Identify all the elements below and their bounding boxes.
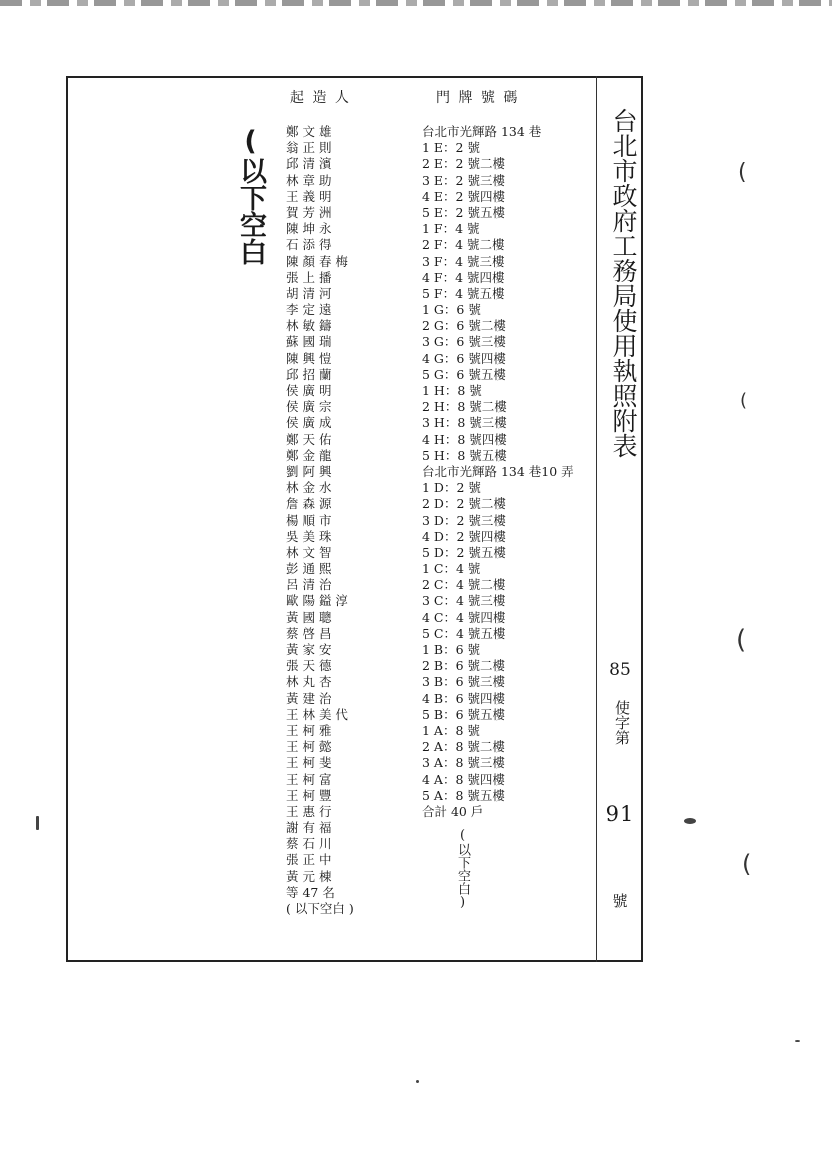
door-number-row: 4 B：6 號四樓: [422, 690, 506, 706]
applicant-row: 黃 建 治: [286, 690, 332, 706]
applicant-row: 蘇 國 瑞: [286, 334, 332, 350]
door-number-row: 合計 40 戶: [422, 803, 484, 819]
door-number-row: 1 E：2 號: [422, 140, 480, 156]
applicant-row: 蔡 石 川: [286, 836, 332, 852]
door-number-row: 3 D：2 號三樓: [422, 512, 506, 528]
door-number-row: 4 G：6 號四樓: [422, 350, 506, 366]
door-number-row: 2 B：6 號二樓: [422, 658, 506, 674]
scan-speck: [36, 816, 39, 830]
header-door-number: 門 牌 號 碼: [436, 90, 520, 106]
applicant-row: 王 柯 雅: [286, 722, 332, 738]
scan-speck: [416, 1080, 419, 1083]
applicant-row: 張 天 德: [286, 658, 332, 674]
scan-edge: [0, 0, 832, 6]
door-number-row: 4 H：8 號四樓: [422, 431, 507, 447]
page-title: 台北市政府工務局使用執照附表: [609, 108, 638, 458]
applicant-row: 李 定 遠: [286, 302, 332, 318]
scan-arc-mark: (: [742, 850, 752, 878]
applicant-row: 詹 森 源: [286, 496, 332, 512]
door-number-row: 2 C：4 號二樓: [422, 577, 506, 593]
door-number-row: 3 E：2 號三樓: [422, 172, 505, 188]
applicant-row: 彭 通 熙: [286, 561, 332, 577]
applicant-row: 王 柯 斐: [286, 755, 332, 771]
door-number-row: 5 F：4 號五樓: [422, 285, 505, 301]
applicant-row: 鄭 天 佑: [286, 431, 332, 447]
applicant-blank-note: ( 以下空白 ): [286, 901, 354, 916]
applicant-row: 林 敏 鑄: [286, 318, 332, 334]
scan-speck: [684, 818, 696, 824]
applicant-row: 王 義 明: [286, 188, 332, 204]
applicant-row: 侯 廣 宗: [286, 399, 332, 415]
door-number-row: 3 G：6 號三樓: [422, 334, 506, 350]
scan-arc-mark: (: [736, 625, 747, 655]
applicant-row: 謝 有 福: [286, 820, 332, 836]
door-number-row: 3 A：8 號三樓: [422, 755, 505, 771]
applicant-row: 邱 清 濱: [286, 156, 332, 172]
applicant-row: 翁 正 則: [286, 140, 332, 156]
door-number-row: 5 H：8 號五樓: [422, 447, 507, 463]
permit-year: 85: [609, 660, 631, 680]
door-number-row: 3 F：4 號三樓: [422, 253, 505, 269]
applicant-row: 劉 阿 興: [286, 463, 332, 479]
door-number-row: 1 B：6 號: [422, 642, 481, 657]
door-blank-note: (以下空白): [455, 828, 470, 910]
door-number-row: 1 D：2 號: [422, 480, 481, 496]
applicant-row: 王 惠 行: [286, 803, 332, 819]
applicant-row: 陳 顏 春 梅: [286, 253, 348, 269]
door-number-row: 1 F：4 號: [422, 221, 480, 237]
door-number-row: 2 A：8 號二樓: [422, 739, 505, 755]
door-number-row: 2 D：2 號二樓: [422, 496, 506, 512]
permit-number: 91: [605, 802, 635, 826]
door-number-row: 3 C：4 號三樓: [422, 593, 506, 609]
applicant-row: 林 文 智: [286, 544, 332, 560]
left-blank-note: (以下空白: [235, 126, 266, 265]
applicant-row: 王 柯 懿: [286, 739, 332, 755]
door-number-row: 3 B：6 號三樓: [422, 674, 506, 690]
applicant-row: 吳 美 珠: [286, 528, 332, 544]
door-number-row: 5 D：2 號五樓: [422, 544, 506, 560]
door-number-list: [422, 124, 597, 820]
applicant-row: 黃 國 聰: [286, 609, 332, 625]
applicant-row: 王 林 美 代: [286, 706, 348, 722]
applicant-row: 歐 陽 鎰 淳: [286, 593, 348, 609]
applicant-row: 陳 坤 永: [286, 221, 332, 237]
applicant-row: 楊 順 市: [286, 512, 332, 528]
door-number-row: 3 H：8 號三樓: [422, 415, 507, 431]
applicant-row: 鄭 文 雄: [286, 124, 332, 139]
applicant-row: 石 添 得: [286, 237, 332, 253]
applicant-row: 邱 招 蘭: [286, 366, 332, 382]
door-number-row: 1 G：6 號: [422, 302, 481, 318]
scan-arc-mark: (: [738, 160, 747, 185]
door-number-row: 2 G：6 號二樓: [422, 318, 506, 334]
applicant-row: 王 柯 豐: [286, 787, 332, 803]
applicant-row: 王 柯 富: [286, 771, 332, 787]
applicant-row: 林 丸 杏: [286, 674, 332, 690]
permit-prefix: 使字第: [613, 700, 631, 745]
door-number-row: 4 D：2 號四樓: [422, 528, 506, 544]
applicant-row: 侯 廣 明: [286, 383, 332, 398]
door-number-row: 5 C：4 號五樓: [422, 625, 506, 641]
applicant-row: 賀 芳 洲: [286, 204, 332, 220]
applicant-row: 張 正 中: [286, 852, 332, 868]
header-applicant: 起 造 人: [290, 90, 351, 106]
scan-speck: [795, 1040, 800, 1042]
permit-suffix: 號: [612, 892, 628, 910]
applicant-row: 林 章 助: [286, 172, 332, 188]
door-number-row: 台北市光輝路 134 巷: [422, 124, 542, 139]
door-number-row: 4 C：4 號四樓: [422, 609, 506, 625]
door-number-row: 2 H：8 號二樓: [422, 399, 507, 415]
door-number-row: 台北市光輝路 134 巷10 弄: [422, 463, 574, 479]
applicant-row: 林 金 水: [286, 480, 332, 496]
door-number-row: 2 E：2 號二樓: [422, 156, 505, 172]
applicant-row: 鄭 金 龍: [286, 447, 332, 463]
door-number-row: 5 G：6 號五樓: [422, 366, 506, 382]
door-number-row: 1 H：8 號: [422, 383, 482, 398]
door-number-row: 5 A：8 號五樓: [422, 787, 505, 803]
door-number-row: 1 C：4 號: [422, 561, 481, 577]
door-number-row: 1 A：8 號: [422, 722, 480, 738]
door-number-row: 4 E：2 號四樓: [422, 188, 505, 204]
door-number-row: 4 F：4 號四樓: [422, 269, 505, 285]
door-number-row: 2 F：4 號二樓: [422, 237, 505, 253]
door-number-row: 4 A：8 號四樓: [422, 771, 505, 787]
applicant-row: 黃 元 棟: [286, 868, 332, 884]
applicant-list: [286, 124, 414, 917]
applicant-row: 陳 興 愷: [286, 350, 332, 366]
scan-arc-mark: (: [740, 390, 748, 411]
applicant-row: 呂 清 治: [286, 577, 332, 593]
applicant-row: 黃 家 安: [286, 642, 332, 657]
applicant-row: 等 47 名: [286, 884, 335, 900]
door-number-row: 5 E：2 號五樓: [422, 204, 505, 220]
applicant-row: 胡 清 河: [286, 285, 332, 301]
applicant-row: 蔡 啓 昌: [286, 625, 332, 641]
applicant-row: 侯 廣 成: [286, 415, 332, 431]
applicant-row: 張 上 播: [286, 269, 332, 285]
door-number-row: 5 B：6 號五樓: [422, 706, 506, 722]
